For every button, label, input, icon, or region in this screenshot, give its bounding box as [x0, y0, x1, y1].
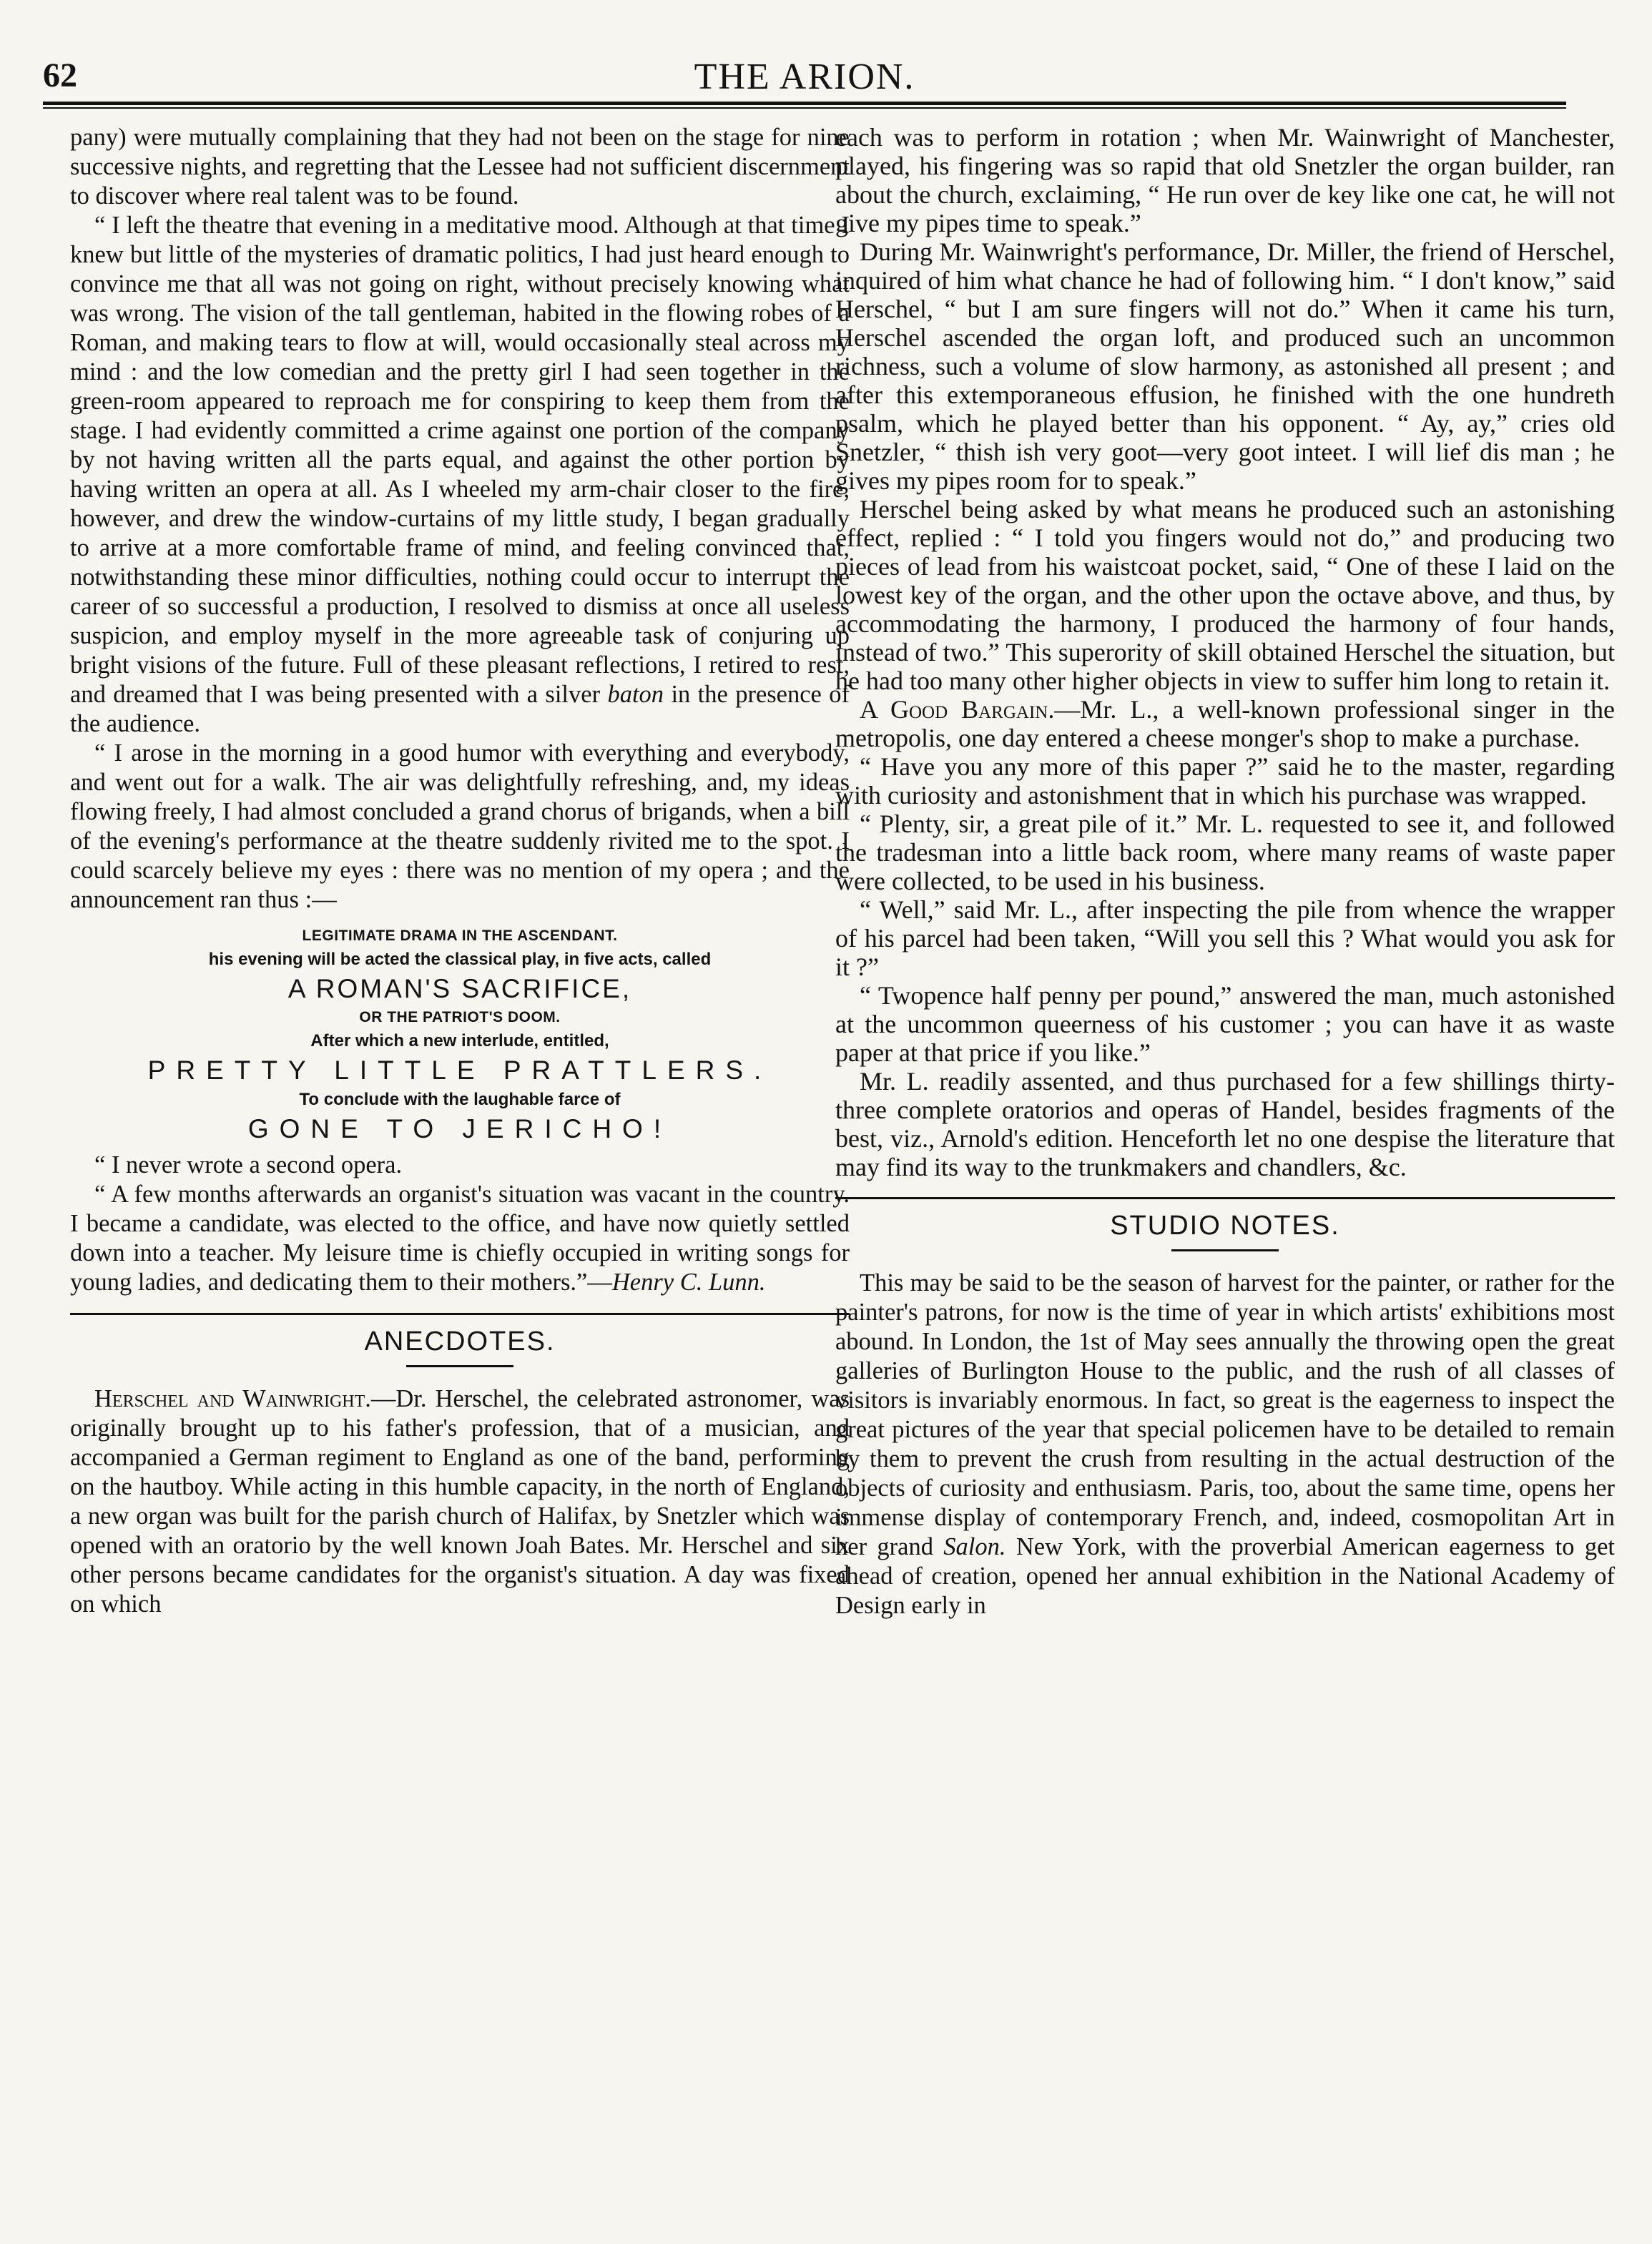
- anecdote-title: Herschel and Wainwright.: [94, 1385, 371, 1412]
- playbill-title: A ROMAN'S SACRIFICE,: [287, 974, 632, 1003]
- italic-term: Salon.: [943, 1533, 1006, 1560]
- anecdote-paragraph: [835, 695, 1615, 752]
- anecdote-paragraph: [70, 1384, 850, 1619]
- paragraph-text: in the presence of the audience.: [70, 681, 850, 737]
- paragraph: Mr. L. readily assented, and thus purchased for a few shillings thirty-three complete oratorios and operas of Handel, besides fragments of the best, viz., Arnold's edition. Henceforth let no one despise the literature that may find its way to the trunkmakers and chandlers, &c.: [835, 1067, 1615, 1181]
- left-column: [70, 123, 850, 1619]
- paragraph: “ Have you any more of this paper ?” said he to the master, regarding with curiosity and astonishment that in which his purchase was wrapped.: [835, 752, 1615, 809]
- page-number: 62: [43, 56, 77, 94]
- anecdote-title: A Good Bargain.: [860, 695, 1055, 724]
- paragraph-text: —Mr. L., a well-known professional singer in the metropolis, one day entered a cheese monger's shop to make a purchase.: [835, 695, 1615, 752]
- header-rule: [43, 102, 1566, 109]
- paragraph-text: —Dr. Herschel, the celebrated astronomer, was originally brought up to his father's profession, that of a musician, and accompanied a German regiment to England as one of the band, performing on the hautboy. While acting in this humble capacity, in the north of England, a new organ was built for the parish church of Halifax, by Snetzler which was opened with an oratorio by the well known Joah Bates. Mr. Herschel and six other persons became candidates for the organist's situation. A day was fixed on which: [70, 1385, 850, 1618]
- paragraph: Herschel being asked by what means he produced such an astonishing effect, replied : “ I told you fingers would not do,” and producing two pieces of lead from his waistcoat pocket, said, “ One of these I laid on the lowest key of the organ, and the other upon the octave above, and thus, by accommodating the harmony, I produced the harmony of four hands, instead of two.” This superority of skill obtained Herschel the situation, but he had too many other higher objects in view to suffer him long to retain it.: [835, 495, 1615, 695]
- section-title: STUDIO NOTES.: [1110, 1211, 1340, 1241]
- paragraph: [70, 1180, 850, 1297]
- section-heading-anecdotes: [70, 1313, 850, 1367]
- playbill-title: GONE TO JERICHO!: [247, 1114, 672, 1143]
- playbill-line: his evening will be acted the classical play, in five acts, called: [208, 950, 712, 969]
- section-rule-short: [406, 1365, 513, 1367]
- paragraph: [70, 211, 850, 739]
- section-rule: [835, 1197, 1615, 1199]
- paragraph: “ Well,” said Mr. L., after inspecting the pile from whence the wrapper of his parcel had been taken, “Will you sell this ? What would you ask for it ?”: [835, 895, 1615, 981]
- paragraph: During Mr. Wainwright's performance, Dr. Miller, the friend of Herschel, inquired of him what chance he had of following him. “ I don't know,” said Herschel, “ but I am sure fingers will not do.” When it came his turn, Herschel ascended the organ loft, and produced such an uncommon richness, such a volume of slow harmony, as astonished all present ; and after this extemporaneous effusion, he finished with the one hundreth psalm, which he played better than his opponent. “ Ay, ay,” cries old Snetzler, “ thish ish very goot—very goot inteet. I will lief dis man ; he gives my pipes room for to speak.”: [835, 237, 1615, 495]
- playbill-title: PRETTY LITTLE PRATTLERS.: [147, 1055, 772, 1085]
- paragraph-text: New York, with the proverbial American eagerness to get ahead of creation, opened her annual exhibition in the National Academy of Design early in: [835, 1533, 1615, 1619]
- playbill-line: To conclude with the laughable farce of: [299, 1090, 621, 1109]
- paragraph-text: This may be said to be the season of harvest for the painter, or rather for the painter's patrons, for now is the time of year in which artists' exhibitions most abound. In London, the 1st of May sees annually the throwing open the great galleries of Burlington House to the public, and the rush of all classes of visitors is invariably enormous. In fact, so great is the eagerness to inspect the great pictures of the year that special policemen have to be detailed to remain by them to prevent the crush from resulting in the actual destruction of the objects of curiosity and enthusiasm. Paris, too, about the same time, opens her immense display of contemporary French, and, indeed, cosmopolitan Art in her grand: [835, 1269, 1615, 1560]
- playbill-line: LEGITIMATE DRAMA IN THE ASCENDANT.: [302, 927, 618, 944]
- playbill-line: After which a new interlude, entitled,: [310, 1031, 609, 1050]
- playbill-line: OR THE PATRIOT'S DOOM.: [359, 1009, 561, 1025]
- italic-term: baton: [607, 681, 664, 708]
- paragraph: “ Plenty, sir, a great pile of it.” Mr. L. requested to see it, and followed the tradesman into a little back room, where many reams of waste paper were collected, to be used in his business.: [835, 809, 1615, 895]
- playbill: [70, 925, 850, 1146]
- paragraph: “ Twopence half penny per pound,” answered the man, much astonished at the uncommon queerness of his customer ; you can have it as waste paper at that price if you like.”: [835, 981, 1615, 1067]
- author-signature: Henry C. Lunn.: [611, 1269, 766, 1296]
- section-rule-short: [1171, 1249, 1279, 1251]
- paragraph: [835, 1269, 1615, 1620]
- paragraph-text: “ A few months afterwards an organist's situation was vacant in the country. I became a candidate, was elected to the office, and have now quietly settled down into a teacher. My leisure time is chiefly occupied in writing songs for young ladies, and dedicating them to their mothers.”—: [70, 1181, 850, 1296]
- right-column: [835, 123, 1615, 1620]
- section-heading-studio-notes: [835, 1197, 1615, 1251]
- section-title: ANECDOTES.: [364, 1327, 556, 1357]
- paragraph: pany) were mutually complaining that they had not been on the stage for nine successive nights, and regretting that the Lessee had not sufficient discernment to discover where real talent was to be found.: [70, 124, 850, 210]
- paragraph-text: “ I left the theatre that evening in a meditative mood. Although at that time I knew but little of the mysteries of dramatic politics, I had just heard enough to convince me that all was not going on right, without precisely knowing what was wrong. The vision of the tall gentleman, habited in the flowing robes of a Roman, and making tears to flow at will, would occasionally steal across my mind : and the low comedian and the pretty girl I had seen together in the green-room appeared to reproach me for conspiring to keep them from the stage. I had evidently committed a crime against one portion of the company by not having written all the parts equal, and against the other portion by having written an opera at all. As I wheeled my arm-chair closer to the fire, however, and drew the window-curtains of my little study, I began gradually to arrive at a more comfortable frame of mind, and feeling convinced that, notwithstanding these minor difficulties, nothing could occur to interrupt the career of so successful a production, I resolved to dismiss at once all useless suspicion, and employ myself in the more agreeable task of conjuring up bright visions of the future. Full of these pleasant reflections, I retired to rest, and dreamed that I was being presented with a silver: [70, 212, 850, 708]
- section-rule: [70, 1313, 850, 1315]
- paragraph: “ I arose in the morning in a good humor with everything and everybody, and went out for a walk. The air was delightfully refreshing, and, my ideas flowing freely, I had almost concluded a grand chorus of brigands, when a bill of the evening's performance at the theatre suddenly rivited me to the spot. I could scarcely believe my eyes : there was no mention of my opera ; and the announcement ran thus :—: [70, 739, 850, 913]
- paragraph: each was to perform in rotation ; when Mr. Wainwright of Manchester, played, his fingering was so rapid that old Snetzler the organ builder, ran about the church, exclaiming, “ He run over de key like one cat, he will not give my pipes time to speak.”: [835, 123, 1615, 237]
- paragraph: “ I never wrote a second opera.: [94, 1151, 403, 1178]
- publication-title: THE ARION.: [694, 56, 915, 97]
- running-head: [43, 56, 1566, 99]
